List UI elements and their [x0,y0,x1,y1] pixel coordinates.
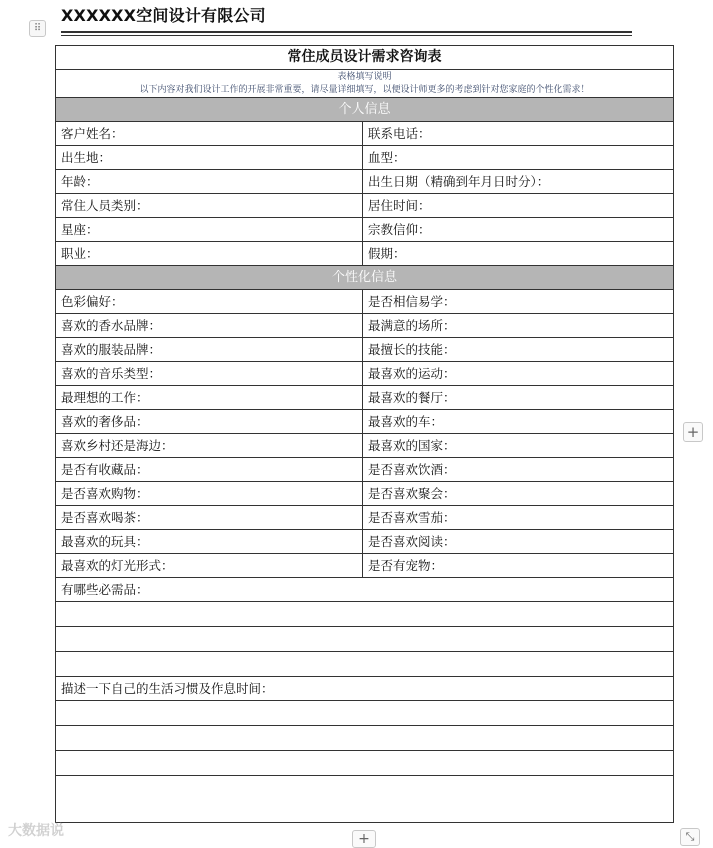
custom-row [56,386,673,410]
custom-row [56,434,673,458]
necessities-answer-line[interactable] [56,602,673,627]
header-rule-thick [61,31,632,33]
personal-field-right[interactable]: 居住时间： [368,198,431,213]
custom-row [56,290,673,314]
custom-field-left[interactable]: 是否喜欢喝茶： [56,506,363,529]
personal-row [56,242,673,266]
habits-answer-line[interactable] [56,726,673,751]
header-rule-thin [61,35,632,36]
custom-row [56,506,673,530]
personal-field-right[interactable]: 宗教信仰： [368,222,431,237]
personal-field-right[interactable]: 联系电话： [368,126,431,141]
custom-field-left[interactable]: 最喜欢的灯光形式： [56,554,363,577]
personal-field-left[interactable]: 星座： [56,218,363,241]
personal-field-left[interactable]: 职业： [56,242,363,265]
watermark-text: 大数据说 [8,823,64,839]
habits-row [56,677,673,701]
note-text: 以下内容对我们设计工作的开展非常重要，请尽量详细填写，以便设计师更多的考虑到针对您家庭的个性化需求！ [139,85,590,95]
custom-field-left[interactable]: 最喜欢的玩具： [56,530,363,553]
custom-row [56,482,673,506]
custom-field-right[interactable]: 是否相信易学： [368,294,456,309]
table-drag-handle[interactable]: ⠿ [29,20,46,37]
add-column-button[interactable]: + [683,422,703,442]
custom-field-right[interactable]: 最擅长的技能： [368,342,456,357]
custom-row [56,530,673,554]
necessities-row [56,578,673,602]
custom-field-right[interactable]: 是否有宠物： [368,558,444,573]
personal-field-left[interactable]: 客户姓名： [56,122,363,145]
custom-field-left[interactable]: 是否喜欢购物： [56,482,363,505]
custom-field-right[interactable]: 最喜欢的国家： [368,438,456,453]
custom-field-left[interactable]: 喜欢的服装品牌： [56,338,363,361]
note-title: 表格填写说明 [337,72,392,82]
custom-row [56,458,673,482]
custom-field-right[interactable]: 是否喜欢饮酒： [368,462,456,477]
section-personal-info: 个人信息 [56,98,673,122]
personal-field-right[interactable]: 假期： [368,246,406,261]
custom-field-left[interactable]: 喜欢的香水品牌： [56,314,363,337]
custom-field-left[interactable]: 是否有收藏品： [56,458,363,481]
resize-handle-icon[interactable]: ⤡ [680,828,700,846]
custom-field-right[interactable]: 最满意的场所： [368,318,456,333]
personal-field-right[interactable]: 血型： [368,150,406,165]
custom-row [56,554,673,578]
personal-row [56,122,673,146]
custom-field-left[interactable]: 最理想的工作： [56,386,363,409]
custom-field-left[interactable]: 色彩偏好： [56,290,363,313]
personal-row [56,218,673,242]
personal-row [56,146,673,170]
custom-field-right[interactable]: 是否喜欢阅读： [368,534,456,549]
form-title: 常住成员设计需求咨询表 [56,46,673,70]
custom-row [56,338,673,362]
necessities-answer-line[interactable] [56,652,673,677]
custom-field-left[interactable]: 喜欢的音乐类型： [56,362,363,385]
custom-field-right[interactable]: 最喜欢的餐厅： [368,390,456,405]
necessities-label: 有哪些必需品： [61,582,149,597]
consultation-form-table [55,45,674,823]
habits-label: 描述一下自己的生活习惯及作息时间： [61,681,274,696]
personal-row [56,170,673,194]
custom-field-left[interactable]: 喜欢乡村还是海边： [56,434,363,457]
add-row-button[interactable]: + [352,830,376,848]
custom-field-right[interactable]: 最喜欢的运动： [368,366,456,381]
custom-field-left[interactable]: 喜欢的奢侈品： [56,410,363,433]
habits-answer-line[interactable] [56,701,673,726]
habits-answer-line[interactable] [56,776,673,801]
custom-field-right[interactable]: 最喜欢的车： [368,414,444,429]
form-note [56,70,673,98]
personal-row [56,194,673,218]
personal-field-left[interactable]: 出生地： [56,146,363,169]
custom-row [56,362,673,386]
custom-row [56,314,673,338]
personal-field-right[interactable]: 出生日期（精确到年月日时分）： [368,174,550,189]
custom-field-right[interactable]: 是否喜欢雪茄： [368,510,456,525]
personal-field-left[interactable]: 常住人员类别： [56,194,363,217]
section-personalized-info: 个性化信息 [56,266,673,290]
company-name: XXXXXX空间设计有限公司 [61,6,266,25]
custom-field-right[interactable]: 是否喜欢聚会： [368,486,456,501]
habits-answer-line[interactable] [56,751,673,776]
necessities-answer-line[interactable] [56,627,673,652]
custom-row [56,410,673,434]
personal-field-left[interactable]: 年龄： [56,170,363,193]
